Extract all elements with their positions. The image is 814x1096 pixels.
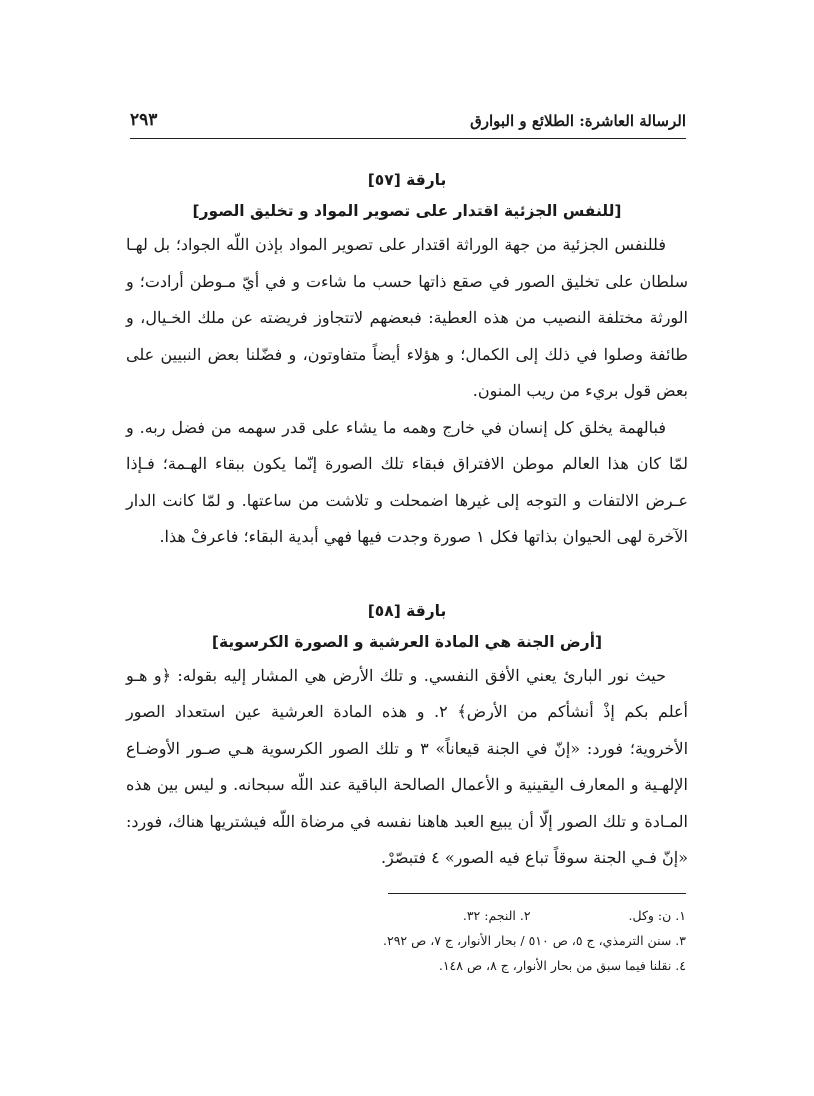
page-number: ٢٩٣ — [130, 110, 158, 130]
running-title: الرسالة العاشرة: الطلائع و البوارق — [470, 112, 686, 130]
section-subtitle: [أرض الجنة هي المادة العرشية و الصورة الكرسوية] — [211, 632, 603, 651]
section-title: بارقة [٥٧] — [367, 171, 447, 189]
section-title: بارقة [٥٨] — [367, 601, 447, 620]
paragraph: فبالهمة يخلق كل إنسان في خارج وهمه ما يشاء على قدر سهمه من فضل ربه. و لمّا كان هذا العالم موطن الافتراق فبقاء تلك الصورة إنّما يكون ببقاء الهـمة؛ فـإذا عـرض الالتفات و التوجه إلى غيرها اضمحلت و تلاشت من ساعتها. و لمّا كانت الدار الآخرة لهى الحيوان بذاتها فكل ١ صورة وجدت فيها فهي أبدية البقاء؛ فاعرفْ هذا. — [126, 417, 689, 546]
footnote: ٤. نقلنا فيما سبق من بحار الأنوار، ج ٨، ص ١٤٨. — [438, 958, 686, 973]
main-text — [126, 165, 688, 877]
footnotes — [128, 903, 686, 978]
paragraph: حيث نور البارئ يعني الأفق النفسي. و تلك الأرض هي المشار إليه بقوله: ﴿و هـو أعلم بكم إذْ أنشأكم من الأرض﴾ ٢. و هذه المادة العرشية عين استعداد الصور الأخروية؛ فورد: «إنّ في الجنة قيعاناً» ٣ و تلك الصور الكرسوية هـي صـور الأوضـاع الإلهـية و المعارف اليقينية و الأعمال الصالحة الباقية عند اللّه سبحانه. و ليس بين هذه المـادة و تلك الصور إلّا أن يبيع العبد هاهنا نفسه في مرضاة اللّه فيشتريها هناك، فورد: «إنّ فـي الجنة سوقاً تباع فيه الصور» ٤ فتبصّرْ. — [126, 665, 689, 867]
footnote: ٢. النجم: ٣٢. — [462, 908, 531, 923]
running-header — [130, 108, 686, 139]
footnote-divider — [388, 893, 686, 894]
section-subtitle: [للنفس الجزئية اقتدار على تصوير المواد و تخليق الصور] — [192, 202, 622, 220]
paragraph: فللنفس الجزئية من جهة الوراثة اقتدار على تصوير المواد بإذن اللّه الجواد؛ بل لهـا سلطان على تخليق الصور في صقع ذاتها حسب ما شاءت و في أيّ مـوطن أرادت؛ و الورثة مختلفة النصيب من هذه العطية: فبعضهم لاتتجاوز فريضته عن ملك الخـيال، و طائفة وصلوا في ذلك إلى الكمال؛ و هؤلاء أيضاً متفاوتون، و فضّلنا بعض النبيين على بعض قول بريء من ريب المنون. — [126, 235, 689, 400]
footnote: ١. ن: وكل. — [628, 908, 686, 923]
footnote: ٣. سنن الترمذي، ج ٥، ص ٥١٠ / بحار الأنوار، ج ٧، ص ٢٩٢. — [383, 933, 686, 948]
